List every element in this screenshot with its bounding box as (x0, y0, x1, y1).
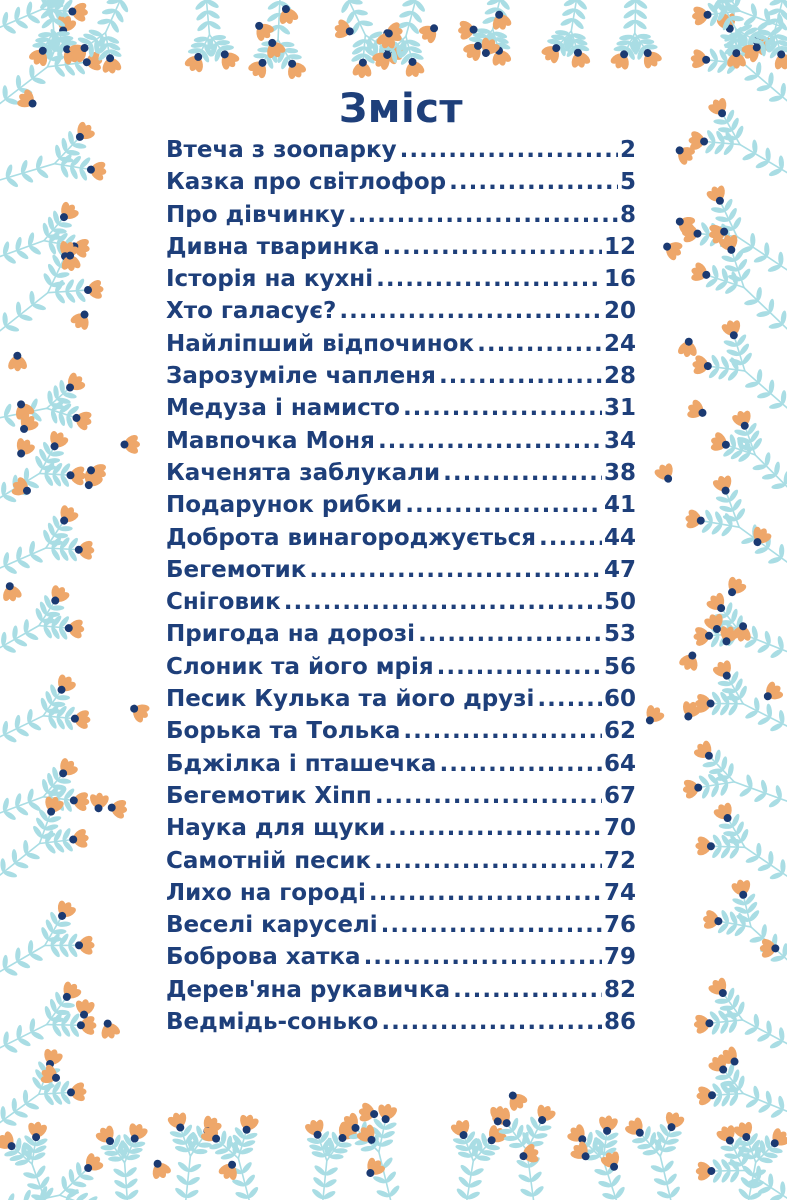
toc-entry-page-number: 34 (603, 427, 636, 454)
toc-dot-leader (375, 780, 602, 812)
toc-entry[interactable] (166, 199, 636, 231)
toc-entry-page-number: 79 (603, 944, 636, 971)
toc-dot-leader (539, 522, 602, 554)
toc-entry-title: Самотній песик (166, 847, 372, 874)
toc-entry-title: Борька та Толька (166, 718, 401, 745)
toc-entry-page-number: 67 (603, 782, 636, 809)
toc-entry-page-number: 76 (603, 912, 636, 939)
toc-entry[interactable] (166, 166, 636, 198)
toc-entry-title: Мавпочка Моня (166, 427, 375, 454)
toc-entry[interactable] (166, 231, 636, 263)
toc-dot-leader (449, 166, 618, 198)
toc-entry-page-number: 41 (603, 492, 636, 519)
toc-dot-leader (439, 748, 602, 780)
toc-entry-title: Дерев'яна рукавичка (166, 976, 451, 1003)
toc-entry-title: Песик Кулька та його друзі (166, 686, 535, 713)
toc-entry[interactable] (166, 392, 636, 424)
toc-entry-page-number: 16 (603, 266, 636, 293)
toc-entry[interactable] (166, 586, 636, 618)
toc-entry-page-number: 31 (603, 395, 636, 422)
toc-entry[interactable] (166, 522, 636, 554)
toc-dot-leader (383, 231, 602, 263)
toc-dot-leader (376, 263, 602, 295)
toc-dot-leader (453, 974, 602, 1006)
toc-entry-page-number: 8 (619, 201, 636, 228)
toc-entry-title: Казка про світлофор (166, 169, 447, 196)
toc-dot-leader (403, 715, 602, 747)
toc-entry-title: Медуза і намисто (166, 395, 400, 422)
toc-dot-leader (439, 360, 602, 392)
toc-dot-leader (443, 457, 602, 489)
toc-dot-leader (339, 295, 602, 327)
toc-entry-page-number: 53 (603, 621, 636, 648)
toc-entry-title: Хто галасує? (166, 298, 337, 325)
toc-entry[interactable] (166, 683, 636, 715)
toc-entry[interactable] (166, 457, 636, 489)
toc-entry-page-number: 20 (603, 298, 636, 325)
toc-entry[interactable] (166, 618, 636, 650)
toc-entry-title: Бджілка і пташечка (166, 750, 437, 777)
toc-entry[interactable] (166, 748, 636, 780)
toc-entry-title: Ведмідь-сонько (166, 1009, 379, 1036)
toc-entry[interactable] (166, 489, 636, 521)
toc-entry[interactable] (166, 941, 636, 973)
toc-entry[interactable] (166, 425, 636, 457)
toc-entry[interactable] (166, 877, 636, 909)
toc-entry[interactable] (166, 909, 636, 941)
toc-heading: Зміст (338, 86, 464, 132)
toc-dot-leader (477, 328, 602, 360)
toc-dot-leader (378, 425, 602, 457)
toc-entry-page-number: 64 (603, 750, 636, 777)
toc-dot-leader (284, 586, 602, 618)
toc-entry-title: Про дівчинку (166, 201, 345, 228)
toc-entry[interactable] (166, 295, 636, 327)
toc-entry-page-number: 72 (603, 847, 636, 874)
toc-entry-title: Боброва хатка (166, 944, 361, 971)
toc-entry-title: Лихо на городі (166, 879, 366, 906)
toc-entry-page-number: 86 (603, 1009, 636, 1036)
toc-entry-title: Пригода на дорозі (166, 621, 416, 648)
toc-dot-leader (374, 845, 602, 877)
toc-dot-leader (348, 199, 618, 231)
toc-entry-title: Бегемотик Хіпп (166, 782, 372, 809)
toc-entry-title: Веселі каруселі (166, 912, 378, 939)
toc-entry-page-number: 50 (603, 589, 636, 616)
toc-entry[interactable] (166, 715, 636, 747)
table-of-contents (166, 84, 636, 1038)
toc-entry[interactable] (166, 554, 636, 586)
toc-entry-title: Втеча з зоопарку (166, 137, 397, 163)
toc-entry-title: Слоник та його мрія (166, 653, 434, 680)
toc-entry-title: Дивна тваринка (166, 233, 380, 260)
toc-entry[interactable] (166, 328, 636, 360)
toc-dot-leader (364, 941, 602, 973)
toc-list (166, 134, 636, 1038)
toc-entry-page-number: 70 (603, 815, 636, 842)
toc-entry-page-number: 47 (603, 556, 636, 583)
toc-entry-title: Бегемотик (166, 556, 307, 583)
toc-entry-title: Історія на кухні (166, 266, 374, 293)
toc-entry-page-number: 56 (603, 653, 636, 680)
toc-entry-title: Доброта винагороджується (166, 524, 536, 551)
toc-entry-page-number: 44 (603, 524, 636, 551)
toc-dot-leader (437, 651, 602, 683)
toc-entry[interactable] (166, 845, 636, 877)
toc-dot-leader (400, 134, 618, 166)
toc-dot-leader (405, 489, 602, 521)
toc-entry-page-number: 62 (603, 718, 636, 745)
toc-dot-leader (403, 392, 602, 424)
toc-entry-title: Подарунок рибки (166, 492, 403, 519)
toc-entry-page-number: 82 (603, 976, 636, 1003)
toc-dot-leader (309, 554, 602, 586)
toc-entry-page-number: 38 (603, 459, 636, 486)
toc-entry[interactable] (166, 1006, 636, 1038)
toc-dot-leader (388, 812, 602, 844)
toc-entry-page-number: 24 (603, 330, 636, 357)
toc-entry-page-number: 12 (603, 233, 636, 260)
toc-entry-title: Найліпший відпочинок (166, 330, 475, 357)
toc-entry[interactable] (166, 780, 636, 812)
toc-entry[interactable] (166, 812, 636, 844)
toc-entry-title: Наука для щуки (166, 815, 386, 842)
toc-entry-title: Каченята заблукали (166, 459, 441, 486)
toc-entry-page-number: 5 (619, 169, 636, 196)
toc-entry[interactable] (166, 360, 636, 392)
toc-entry[interactable] (166, 651, 636, 683)
toc-entry-title: Зарозуміле чапленя (166, 363, 436, 390)
toc-dot-leader (537, 683, 602, 715)
toc-dot-leader (418, 618, 602, 650)
toc-entry[interactable] (166, 974, 636, 1006)
toc-entry-page-number: 28 (603, 363, 636, 390)
toc-dot-leader (369, 877, 602, 909)
toc-entry-page-number: 60 (603, 686, 636, 713)
toc-dot-leader (381, 1006, 602, 1038)
toc-entry[interactable] (166, 263, 636, 295)
toc-dot-leader (381, 909, 602, 941)
toc-entry-page-number: 2 (619, 137, 636, 163)
toc-entry[interactable] (166, 134, 636, 166)
toc-entry-title: Сніговик (166, 589, 281, 616)
toc-entry-page-number: 74 (603, 879, 636, 906)
